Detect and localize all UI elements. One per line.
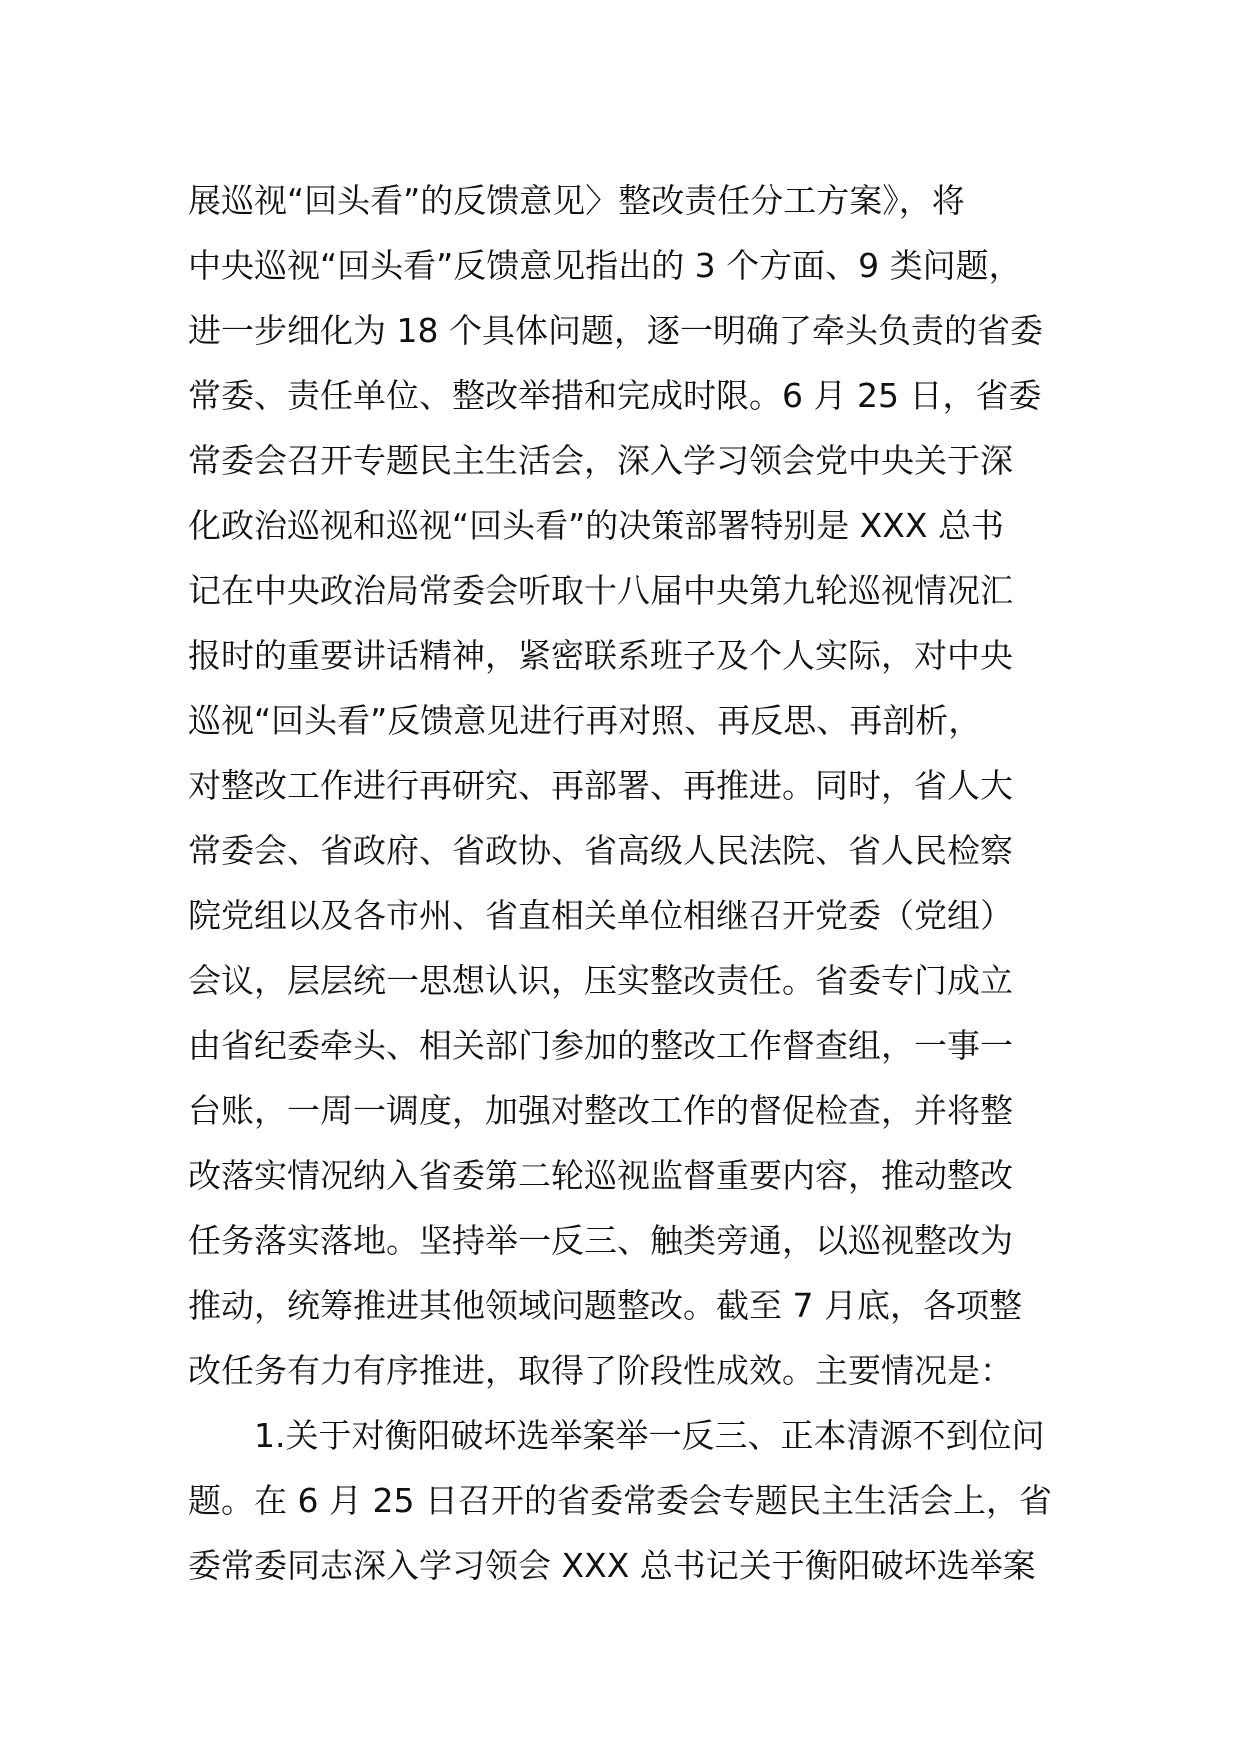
text-line: 推动，统筹推进其他领域问题整改。截至 7 月底，各项整 <box>188 1286 1022 1325</box>
text-line: 台账，一周一调度，加强对整改工作的督促检查，并将整 <box>188 1091 1013 1130</box>
text-line: 改任务有力有序推进，取得了阶段性成效。主要情况是： <box>188 1351 1013 1390</box>
text-line: 报时的重要讲话精神，紧密联系班子及个人实际，对中央 <box>188 636 1013 675</box>
text-line: 会议，层层统一思想认识，压实整改责任。省委专门成立 <box>188 961 1013 1000</box>
text-line: 常委、责任单位、整改举措和完成时限。6 月 25 日，省委 <box>188 376 1042 415</box>
text-line: 常委会、省政府、省政协、省高级人民法院、省人民检察 <box>188 831 1013 870</box>
body-text <box>188 168 1058 1598</box>
text-line: 改落实情况纳入省委第二轮巡视监督重要内容，推动整改 <box>188 1156 1013 1195</box>
text-line: 记在中央政治局常委会听取十八届中央第九轮巡视情况汇 <box>188 571 1013 610</box>
text-line: 题。在 6 月 25 日召开的省委常委会专题民主生活会上，省 <box>188 1481 1052 1520</box>
text-line: 展巡视“回头看”的反馈意见〉整改责任分工方案》，将 <box>188 181 965 220</box>
text-line: 进一步细化为 18 个具体问题，逐一明确了牵头负责的省委 <box>188 311 1043 350</box>
text-line: 委常委同志深入学习领会 XXX 总书记关于衡阳破坏选举案 <box>188 1546 1036 1585</box>
text-line: 对整改工作进行再研究、再部署、再推进。同时，省人大 <box>188 766 1013 805</box>
text-line: 巡视“回头看”反馈意见进行再对照、再反思、再剖析， <box>188 701 982 740</box>
section-heading-line: 1.关于对衡阳破坏选举案举一反三、正本清源不到位问 <box>254 1416 1045 1455</box>
text-line: 任务落实落地。坚持举一反三、触类旁通，以巡视整改为 <box>188 1221 1013 1260</box>
text-line: 中央巡视“回头看”反馈意见指出的 3 个方面、9 类问题， <box>188 246 1022 285</box>
text-line: 化政治巡视和巡视“回头看”的决策部署特别是 XXX 总书 <box>188 506 1004 545</box>
text-line: 由省纪委牵头、相关部门参加的整改工作督查组，一事一 <box>188 1026 1013 1065</box>
text-line: 常委会召开专题民主生活会，深入学习领会党中央关于深 <box>188 441 1013 480</box>
text-line: 院党组以及各市州、省直相关单位相继召开党委（党组） <box>188 896 1013 935</box>
